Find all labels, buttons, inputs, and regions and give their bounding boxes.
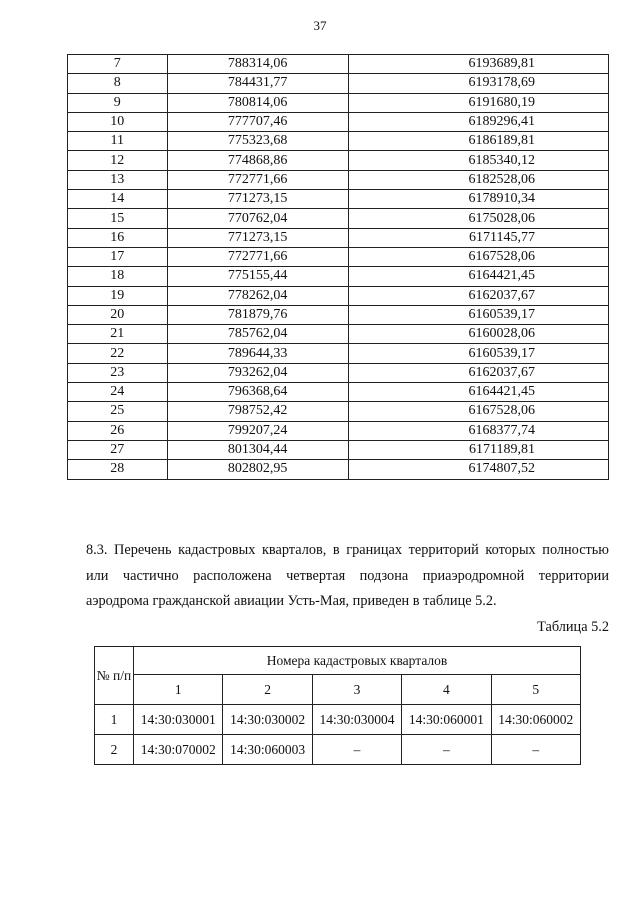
table-row (68, 209, 609, 228)
point-number-cell: 23 (68, 363, 168, 382)
cadastral-number-cell: 14:30:030002 (223, 705, 312, 735)
point-number-cell: 19 (68, 286, 168, 305)
table-row (68, 247, 609, 266)
y-coordinate-cell: 6178910,34 (348, 190, 608, 209)
x-coordinate-cell: 778262,04 (167, 286, 348, 305)
table-row (68, 190, 609, 209)
point-number-cell: 9 (68, 93, 168, 112)
table-row (68, 132, 609, 151)
point-number-cell: 24 (68, 383, 168, 402)
y-coordinate-cell: 6189296,41 (348, 112, 608, 131)
table-row (68, 344, 609, 363)
table-row (68, 325, 609, 344)
cadastral-number-cell: 14:30:060002 (491, 705, 580, 735)
cadastral-number-cell: 14:30:070002 (134, 735, 223, 765)
table-row (68, 383, 609, 402)
point-number-cell: 27 (68, 440, 168, 459)
row-number-cell: 1 (95, 705, 134, 735)
row-number-cell: 2 (95, 735, 134, 765)
table-row (68, 363, 609, 382)
table-caption: Таблица 5.2 (537, 619, 609, 635)
y-coordinate-cell: 6174807,52 (348, 460, 608, 479)
y-coordinate-cell: 6162037,67 (348, 286, 608, 305)
y-coordinate-cell: 6164421,45 (348, 383, 608, 402)
table-row (68, 267, 609, 286)
table-row (68, 402, 609, 421)
point-number-cell: 16 (68, 228, 168, 247)
y-coordinate-cell: 6175028,06 (348, 209, 608, 228)
table-row (68, 228, 609, 247)
x-coordinate-cell: 793262,04 (167, 363, 348, 382)
x-coordinate-cell: 781879,76 (167, 305, 348, 324)
x-coordinate-cell: 775155,44 (167, 267, 348, 286)
x-coordinate-cell: 796368,64 (167, 383, 348, 402)
point-number-cell: 17 (68, 247, 168, 266)
table-row (68, 460, 609, 479)
table-row (68, 170, 609, 189)
point-number-cell: 8 (68, 74, 168, 93)
cadastral-number-cell: 14:30:030001 (134, 705, 223, 735)
x-coordinate-cell: 789644,33 (167, 344, 348, 363)
column-header: 1 (134, 675, 223, 705)
point-number-cell: 7 (68, 55, 168, 74)
table-row (68, 112, 609, 131)
y-coordinate-cell: 6182528,06 (348, 170, 608, 189)
table-row (68, 286, 609, 305)
point-number-cell: 21 (68, 325, 168, 344)
point-number-cell: 20 (68, 305, 168, 324)
y-coordinate-cell: 6193689,81 (348, 55, 608, 74)
point-number-cell: 11 (68, 132, 168, 151)
point-number-cell: 15 (68, 209, 168, 228)
x-coordinate-cell: 788314,06 (167, 55, 348, 74)
y-coordinate-cell: 6186189,81 (348, 132, 608, 151)
x-coordinate-cell: 772771,66 (167, 170, 348, 189)
y-coordinate-cell: 6167528,06 (348, 247, 608, 266)
x-coordinate-cell: 799207,24 (167, 421, 348, 440)
x-coordinate-cell: 785762,04 (167, 325, 348, 344)
x-coordinate-cell: 772771,66 (167, 247, 348, 266)
x-coordinate-cell: 784431,77 (167, 74, 348, 93)
y-coordinate-cell: 6193178,69 (348, 74, 608, 93)
table-row (68, 93, 609, 112)
column-header: 4 (402, 675, 491, 705)
table-row (68, 421, 609, 440)
x-coordinate-cell: 798752,42 (167, 402, 348, 421)
y-coordinate-cell: 6168377,74 (348, 421, 608, 440)
section-8-3-paragraph: 8.3. Перечень кадастровых кварталов, в границах территорий которых полностью или частично расположена четвертая подзона приаэродромной территории аэродрома гражданской авиации Усть-Мая, приведен в таблице 5.2. (86, 542, 609, 609)
table-row (68, 55, 609, 74)
point-number-cell: 22 (68, 344, 168, 363)
cadastral-numbers-header: Номера кадастровых кварталов (134, 647, 581, 675)
point-number-cell: 25 (68, 402, 168, 421)
y-coordinate-cell: 6171145,77 (348, 228, 608, 247)
x-coordinate-cell: 777707,46 (167, 112, 348, 131)
x-coordinate-cell: 801304,44 (167, 440, 348, 459)
point-number-cell: 14 (68, 190, 168, 209)
table-row (68, 74, 609, 93)
y-coordinate-cell: 6160539,17 (348, 344, 608, 363)
column-header: 2 (223, 675, 312, 705)
point-number-cell: 26 (68, 421, 168, 440)
y-coordinate-cell: 6160028,06 (348, 325, 608, 344)
point-number-cell: 13 (68, 170, 168, 189)
empty-cell-dash: – (312, 735, 401, 765)
point-number-cell: 10 (68, 112, 168, 131)
column-header: 3 (312, 675, 401, 705)
table-row (68, 440, 609, 459)
x-coordinate-cell: 770762,04 (167, 209, 348, 228)
y-coordinate-cell: 6162037,67 (348, 363, 608, 382)
cadastral-number-cell: 14:30:030004 (312, 705, 401, 735)
cadastral-number-cell: 14:30:060003 (223, 735, 312, 765)
y-coordinate-cell: 6167528,06 (348, 402, 608, 421)
table-row (95, 705, 581, 735)
x-coordinate-cell: 780814,06 (167, 93, 348, 112)
x-coordinate-cell: 774868,86 (167, 151, 348, 170)
y-coordinate-cell: 6191680,19 (348, 93, 608, 112)
table-row (95, 735, 581, 765)
row-number-header: № п/п (95, 647, 134, 705)
x-coordinate-cell: 802802,95 (167, 460, 348, 479)
coordinates-table-body (68, 55, 609, 480)
table-row (68, 305, 609, 324)
y-coordinate-cell: 6164421,45 (348, 267, 608, 286)
table-row (68, 151, 609, 170)
page-number: 37 (313, 18, 327, 33)
x-coordinate-cell: 775323,68 (167, 132, 348, 151)
y-coordinate-cell: 6171189,81 (348, 440, 608, 459)
x-coordinate-cell: 771273,15 (167, 190, 348, 209)
x-coordinate-cell: 771273,15 (167, 228, 348, 247)
empty-cell-dash: – (491, 735, 580, 765)
cadastral-quarters-table (94, 646, 581, 765)
cadastral-number-cell: 14:30:060001 (402, 705, 491, 735)
point-number-cell: 12 (68, 151, 168, 170)
y-coordinate-cell: 6185340,12 (348, 151, 608, 170)
y-coordinate-cell: 6160539,17 (348, 305, 608, 324)
empty-cell-dash: – (402, 735, 491, 765)
column-header: 5 (491, 675, 580, 705)
point-number-cell: 28 (68, 460, 168, 479)
point-number-cell: 18 (68, 267, 168, 286)
coordinates-table (67, 54, 609, 480)
